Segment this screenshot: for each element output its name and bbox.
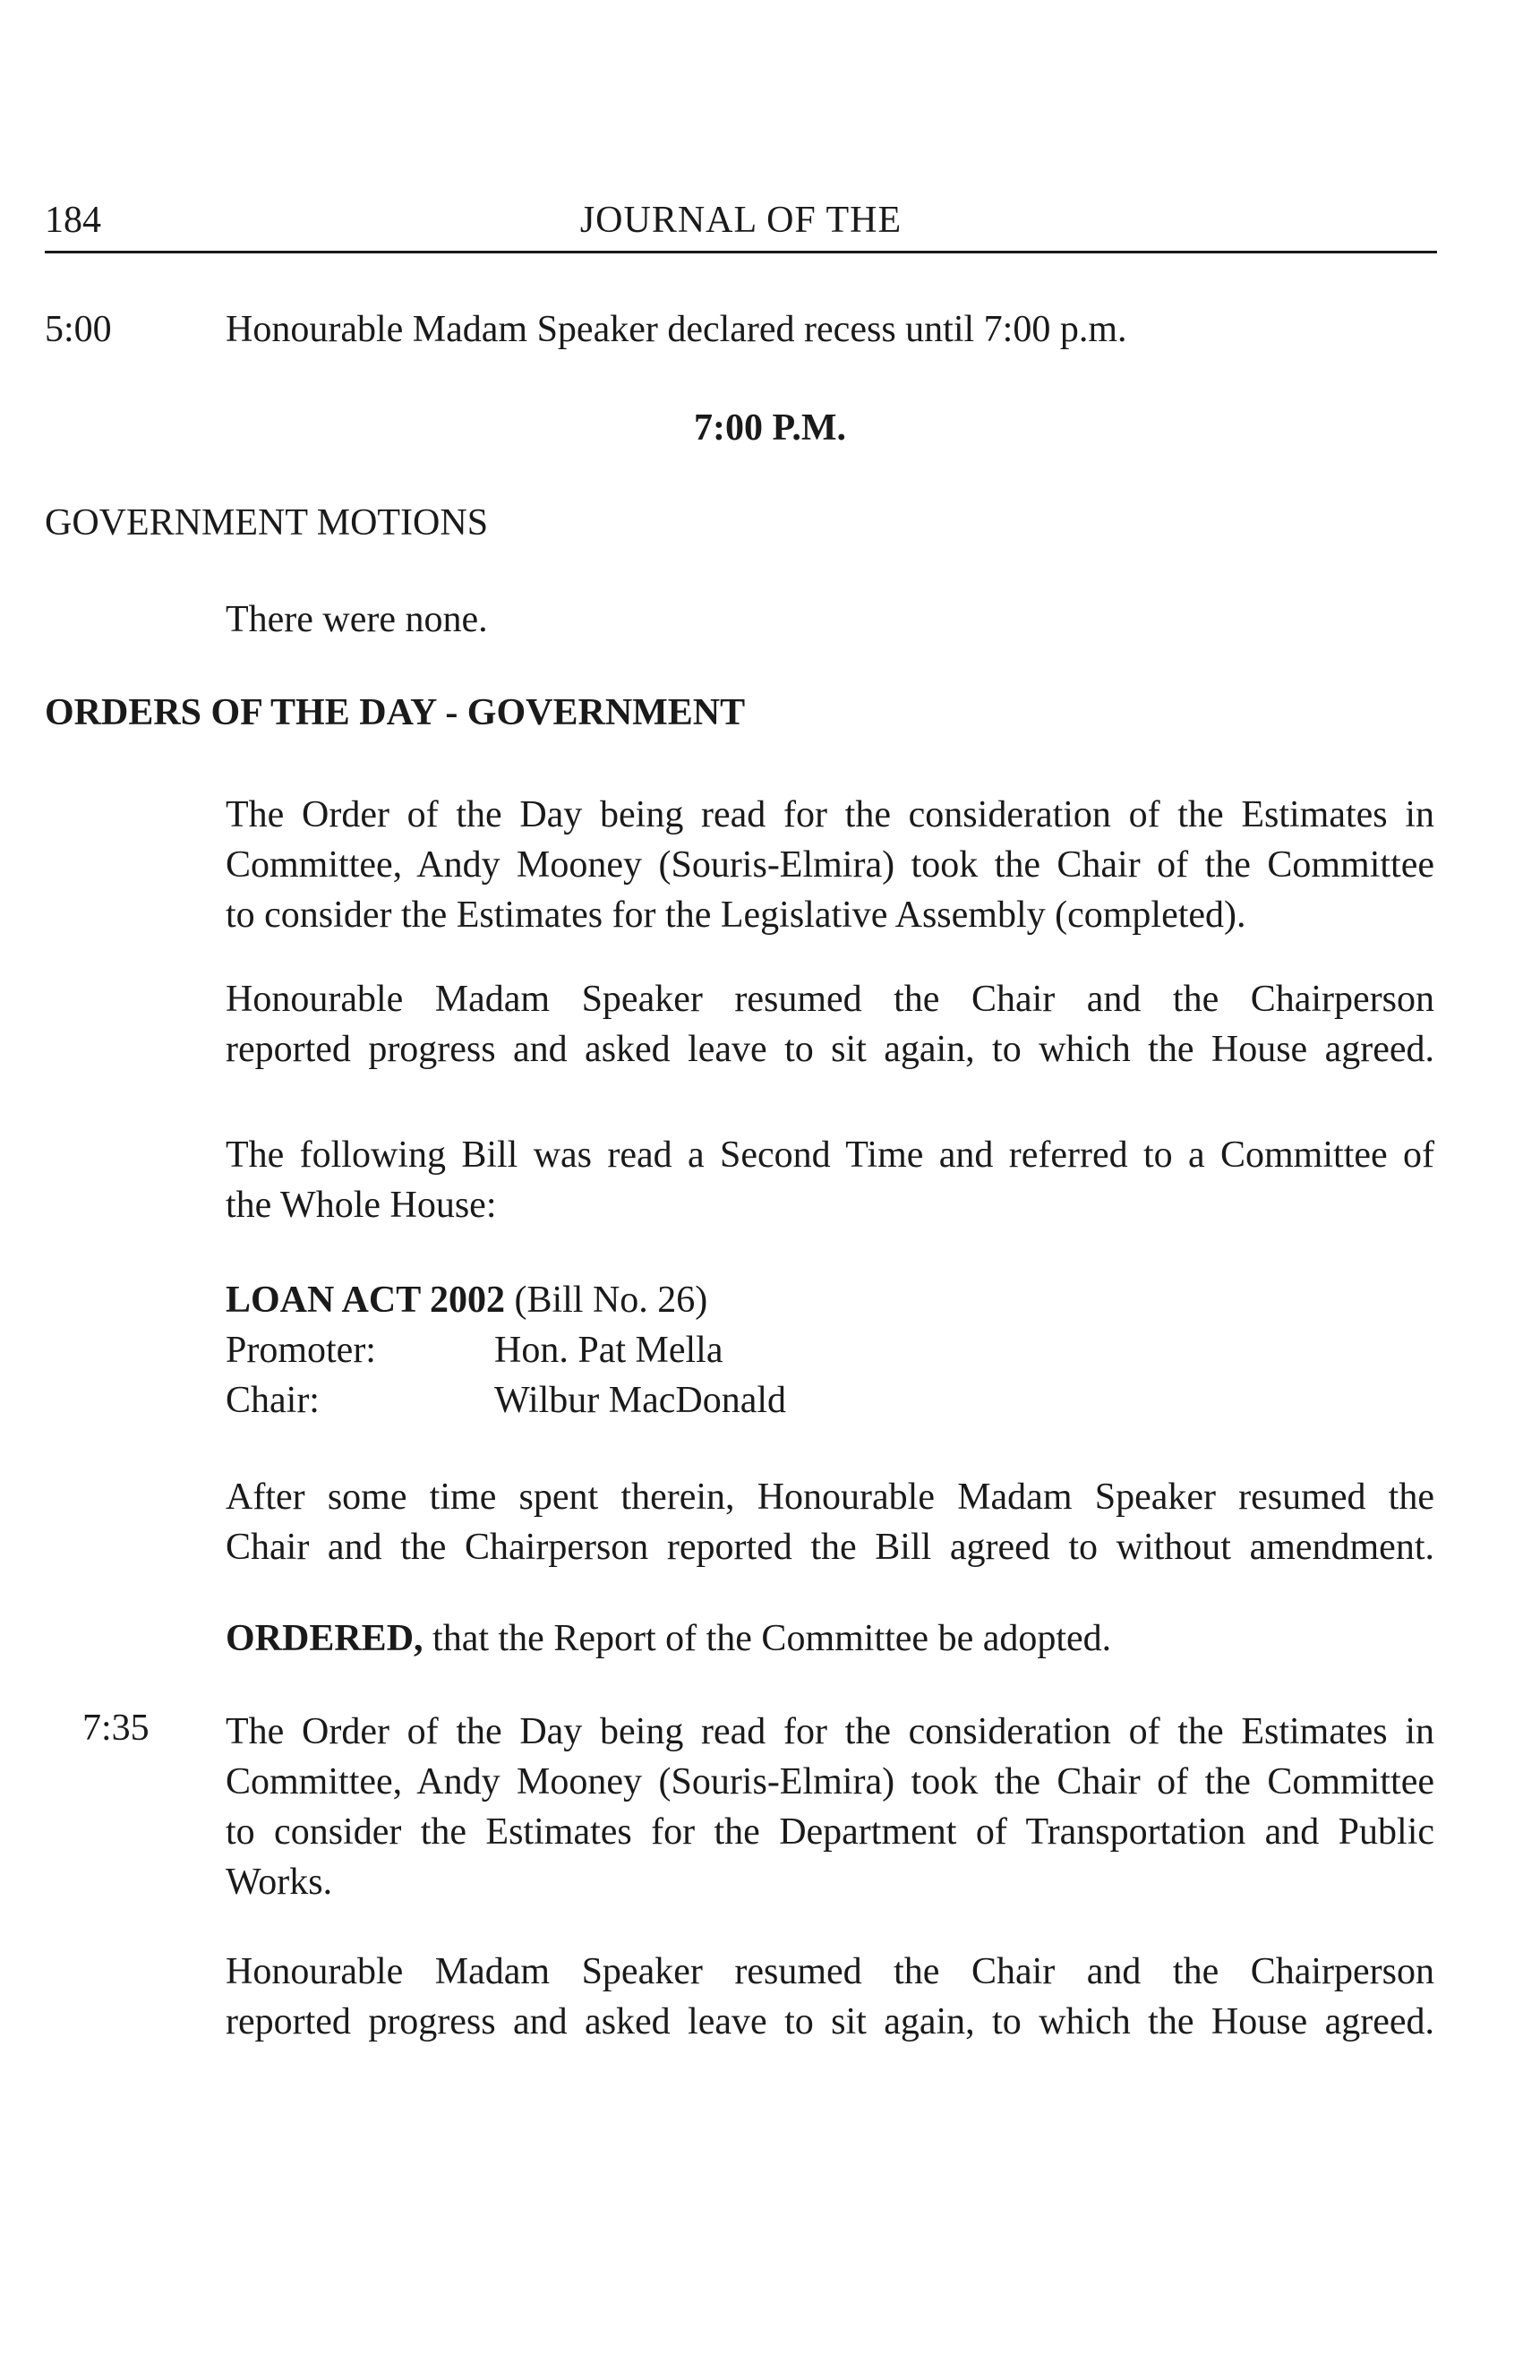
orders-of-the-day-heading: ORDERS OF THE DAY - GOVERNMENT [45, 692, 746, 733]
ordered-keyword: ORDERED, [226, 1618, 424, 1659]
paragraph-line: reported progress and asked leave to sit again, to which the House agreed. [226, 2001, 1434, 2042]
committee-time: 7:35 [82, 1708, 150, 1749]
promoter-label: Promoter: [226, 1330, 376, 1371]
evening-heading: 7:00 P.M. [694, 407, 846, 449]
paragraph-line: Honourable Madam Speaker resumed the Chair and the Chairperson [226, 979, 1434, 1020]
paragraph-line: reported progress and asked leave to sit again, to which the House agreed. [226, 1029, 1434, 1070]
recess-text: Honourable Madam Speaker declared recess until 7:00 p.m. [226, 309, 1127, 350]
paragraph-line: Honourable Madam Speaker resumed the Chair and the Chairperson [226, 1951, 1434, 1992]
chair-name: Wilbur MacDonald [494, 1380, 787, 1421]
promoter-name: Hon. Pat Mella [494, 1330, 723, 1371]
government-motions-heading: GOVERNMENT MOTIONS [45, 502, 489, 544]
paragraph-line: the Whole House: [226, 1185, 497, 1226]
journal-title: JOURNAL OF THE [579, 200, 903, 241]
paragraph-line: Committee, Andy Mooney (Souris-Elmira) took the Chair of the Committee [226, 1761, 1434, 1802]
paragraph-line: The following Bill was read a Second Time and referred to a Committee of [226, 1134, 1434, 1176]
ordered-text: that the Report of the Committee be adopted. [432, 1618, 1112, 1659]
bill-title-line [226, 1279, 707, 1322]
paragraph-line: The Order of the Day being read for the consideration of the Estimates in [226, 794, 1434, 835]
paragraph-line: The Order of the Day being read for the consideration of the Estimates in [226, 1711, 1434, 1752]
orders-paragraph-5 [226, 1707, 1434, 1907]
orders-paragraph-2 [226, 974, 1434, 1074]
paragraph-line: to consider the Estimates for the Department of Transportation and Public [226, 1811, 1434, 1853]
orders-paragraph-6 [226, 1947, 1434, 2047]
paragraph-line: After some time spent therein, Honourable Madam Speaker resumed the [226, 1477, 1434, 1518]
orders-paragraph-3 [226, 1130, 1434, 1230]
running-head [45, 199, 1437, 253]
recess-time: 5:00 [45, 309, 112, 350]
paragraph-line: Chair and the Chairperson reported the Bill agreed to without amendment. [226, 1527, 1434, 1568]
ordered-line [226, 1617, 1111, 1660]
bill-title: LOAN ACT 2002 [226, 1280, 505, 1321]
page-number: 184 [45, 200, 101, 241]
paragraph-line: Committee, Andy Mooney (Souris-Elmira) took the Chair of the Committee [226, 844, 1434, 886]
orders-paragraph-1 [226, 790, 1434, 940]
bill-number: (Bill No. 26) [514, 1280, 708, 1321]
government-motions-text: There were none. [226, 599, 488, 640]
paragraph-line: Works. [226, 1862, 333, 1903]
orders-paragraph-4 [226, 1472, 1434, 1572]
paragraph-line: to consider the Estimates for the Legislative Assembly (completed). [226, 895, 1246, 936]
chair-label: Chair: [226, 1380, 320, 1421]
